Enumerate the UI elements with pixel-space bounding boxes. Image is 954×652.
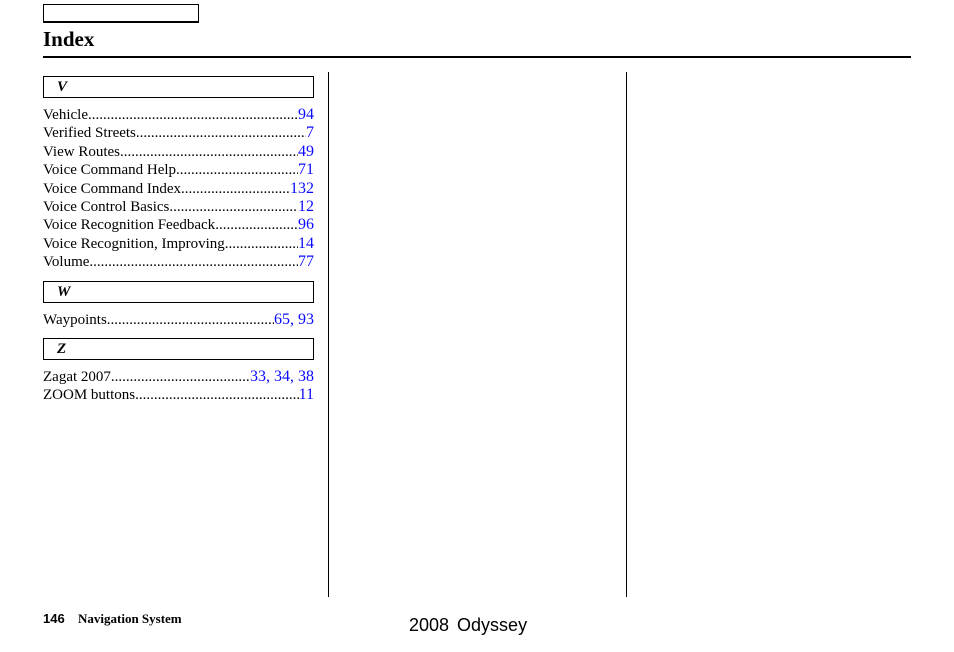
leader-dots <box>88 106 298 124</box>
entry-term: Waypoints <box>43 311 107 328</box>
index-entry <box>43 198 314 216</box>
footer-model: 2008 Odyssey <box>409 615 528 635</box>
leader-dots <box>169 198 298 216</box>
index-entry <box>43 216 314 234</box>
index-entry <box>43 180 314 198</box>
page-link[interactable]: 94 <box>298 106 314 123</box>
entry-list <box>43 106 314 272</box>
entry-term: ZOOM buttons <box>43 387 136 404</box>
section-letter: W <box>43 281 314 303</box>
page-link[interactable]: 33, 34, 38 <box>250 367 314 385</box>
column-divider <box>626 72 627 597</box>
leader-dots <box>135 386 299 404</box>
index-entry <box>43 143 314 161</box>
page-link[interactable]: 7 <box>306 124 314 142</box>
entry-term: View Routes <box>43 143 121 160</box>
page-link[interactable]: 65, 93 <box>274 310 314 328</box>
index-entry <box>43 368 314 386</box>
index-entry <box>43 386 314 404</box>
page-link[interactable]: 14 <box>298 234 314 252</box>
leader-dots <box>120 143 298 161</box>
index-entry <box>43 235 314 253</box>
index-entry <box>43 161 314 179</box>
entry-term: Verified Streets <box>43 125 136 142</box>
title-rule <box>43 56 911 58</box>
leader-dots <box>136 124 306 142</box>
leader-dots <box>181 180 290 198</box>
index-section-w <box>43 281 314 329</box>
entry-term: Voice Recognition Feedback <box>43 217 216 234</box>
entry-term: Voice Control Basics <box>43 198 170 215</box>
index-entry <box>43 106 314 124</box>
index-column <box>43 76 314 405</box>
index-entry <box>43 124 314 142</box>
leader-dots <box>215 216 298 234</box>
leader-dots <box>89 253 298 271</box>
entry-term: Voice Command Index <box>43 180 182 197</box>
footer-book-title: Navigation System <box>78 611 182 626</box>
index-entry <box>43 311 314 329</box>
page-link[interactable]: 96 <box>298 216 314 234</box>
index-section-v <box>43 76 314 272</box>
header-tab-box <box>43 4 199 23</box>
index-section-z <box>43 338 314 405</box>
leader-dots <box>111 368 250 386</box>
entry-term: Voice Recognition, Improving <box>43 235 225 252</box>
entry-list <box>43 311 314 329</box>
page-link[interactable]: 12 <box>298 197 314 215</box>
page-link[interactable]: 11 <box>298 386 314 404</box>
entry-list <box>43 368 314 405</box>
leader-dots <box>176 161 298 179</box>
entry-term: Vehicle <box>43 107 88 123</box>
index-entry <box>43 253 314 271</box>
page-link[interactable]: 49 <box>298 142 314 160</box>
leader-dots <box>225 235 298 253</box>
section-letter: Z <box>43 338 314 360</box>
page-link[interactable]: 132 <box>290 179 314 197</box>
page-link[interactable]: 77 <box>298 253 314 271</box>
column-divider <box>328 72 329 597</box>
leader-dots <box>107 311 274 329</box>
page-link[interactable]: 71 <box>298 161 314 179</box>
entry-term: Zagat 2007 <box>43 368 111 385</box>
footer-page-number: 146 <box>43 611 65 626</box>
entry-term: Voice Command Help <box>43 162 177 179</box>
section-letter: V <box>43 76 314 98</box>
entry-term: Volume <box>43 254 90 271</box>
page-title: Index <box>43 27 95 51</box>
